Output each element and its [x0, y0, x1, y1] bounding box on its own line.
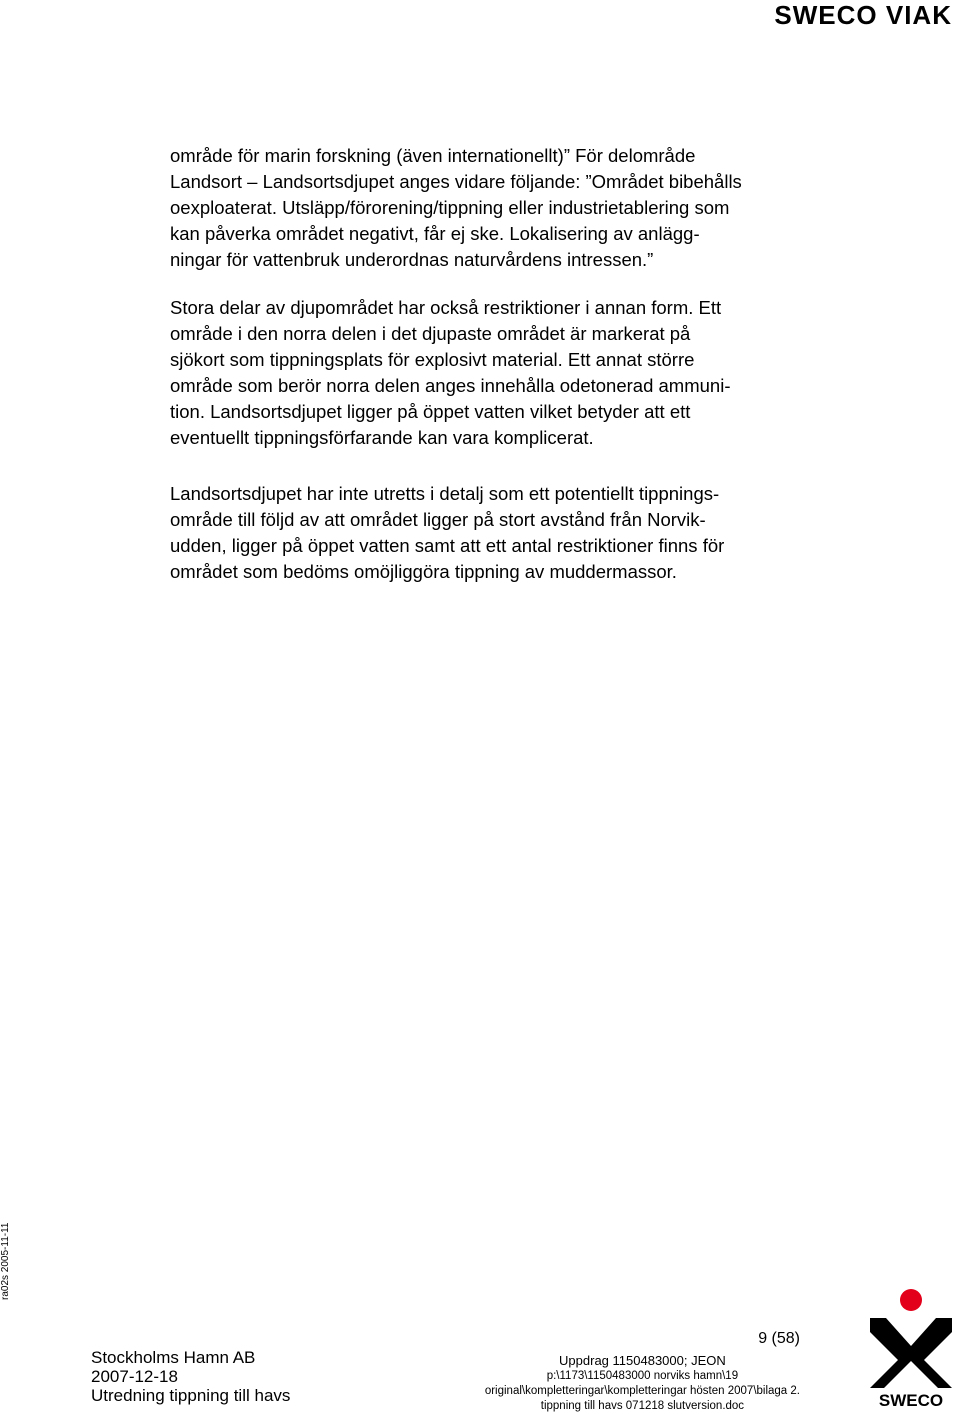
paragraph-line: området som bedöms omöjliggöra tippning av muddermassor.	[170, 561, 677, 582]
sweco-logo	[868, 1288, 954, 1410]
footer-assignment: Uppdrag 1150483000; JEON	[559, 1353, 726, 1368]
paragraph-line: Landsortsdjupet har inte utretts i detalj som ett potentiellt tippnings-	[170, 483, 720, 504]
page-number: 9 (58)	[758, 1330, 800, 1347]
paragraph-line: ningar för vattenbruk underordnas naturvårdens intressen.”	[170, 249, 654, 270]
paragraph-line: område för marin forskning (även internationellt)” För delområde	[170, 145, 696, 166]
paragraph-line: Landsort – Landsortsdjupet anges vidare följande: ”Området bibehålls	[170, 171, 742, 192]
paragraph-3	[170, 481, 810, 585]
paragraph-line: tion. Landsortsdjupet ligger på öppet vatten vilket betyder att ett	[170, 401, 691, 422]
footer-path-line: original\kompletteringar\kompletteringar hösten 2007\bilaga 2.	[484, 1385, 800, 1397]
footer-client: Stockholms Hamn AB	[91, 1348, 256, 1367]
footer-title: Utredning tippning till havs	[91, 1386, 291, 1405]
paragraph-line: område i den norra delen i det djupaste området är markerat på	[170, 323, 691, 344]
paragraph-line: Stora delar av djupområdet har också restriktioner i annan form. Ett	[170, 297, 722, 318]
paragraph-line: udden, ligger på öppet vatten samt att ett antal restriktioner finns för	[170, 535, 725, 556]
logo-red-dot	[900, 1289, 922, 1311]
paragraph-line: sjökort som tippningsplats för explosivt material. Ett annat större	[170, 349, 695, 370]
paragraph-line: kan påverka området negativt, får ej ske. Lokalisering av anlägg-	[170, 223, 700, 244]
footer-left	[91, 1348, 290, 1405]
document-template-code: ra02s 2005-11-11	[0, 1222, 11, 1300]
paragraph-line: område som berör norra delen anges innehålla odetonerad ammuni-	[170, 375, 731, 396]
paragraph-line: område till följd av att området ligger på stort avstånd från Norvik-	[170, 509, 706, 530]
header-brand: SWECO VIAK	[774, 0, 952, 30]
logo-mark	[870, 1318, 952, 1388]
footer-path-line: p:\1173\1150483000 norviks hamn\19	[546, 1370, 739, 1382]
paragraph-line: oexploaterat. Utsläpp/förorening/tippning eller industrietablering som	[170, 197, 730, 218]
footer-path-line: tippning till havs 071218 slutversion.doc	[540, 1400, 745, 1412]
paragraph-1	[170, 143, 810, 273]
paragraph-line: eventuellt tippningsförfarande kan vara komplicerat.	[170, 427, 594, 448]
paragraph-2	[170, 295, 810, 451]
footer-date: 2007-12-18	[91, 1367, 178, 1386]
logo-wordmark: SWECO	[878, 1391, 944, 1410]
footer-right	[485, 1353, 800, 1414]
